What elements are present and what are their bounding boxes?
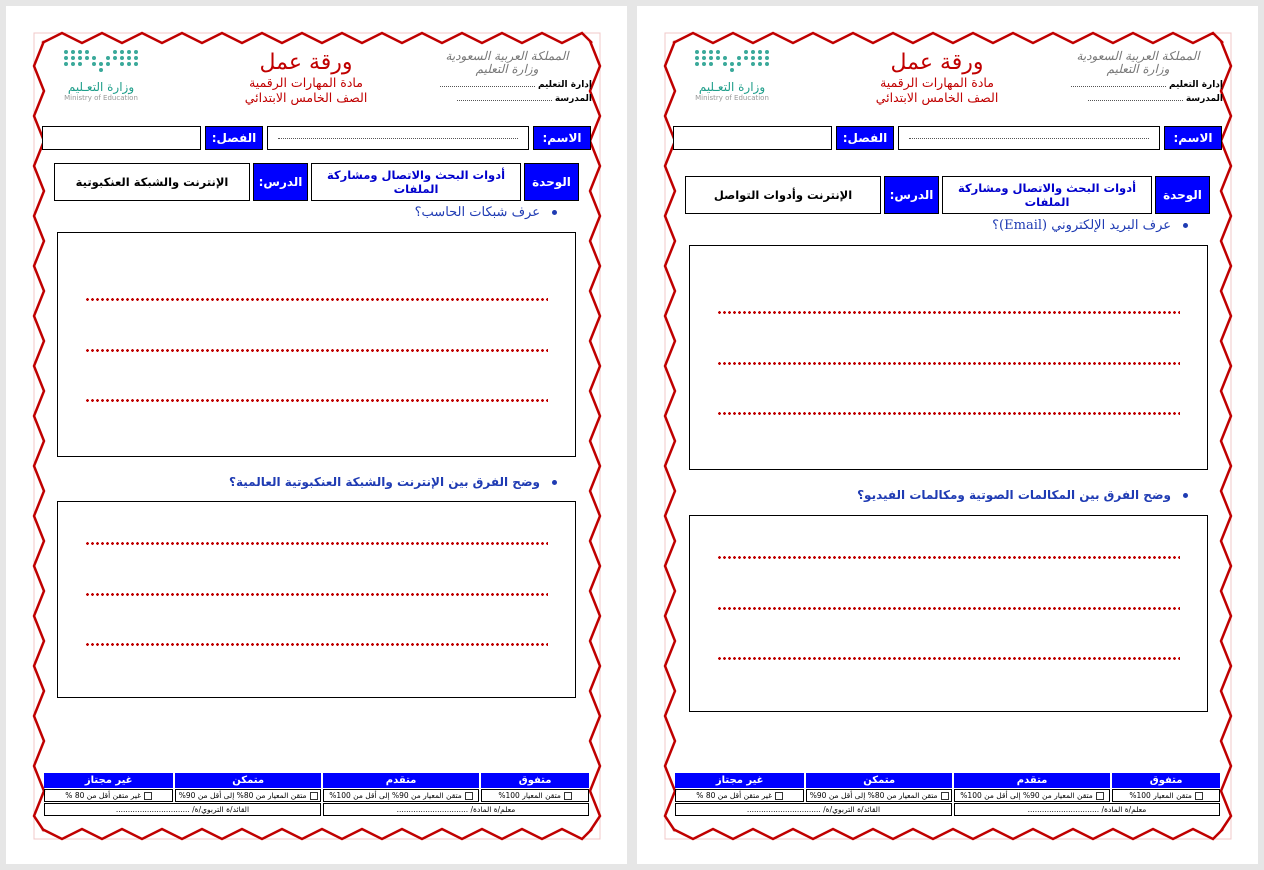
answer-line[interactable] xyxy=(85,399,548,402)
name-label: الاسم: xyxy=(1164,126,1222,150)
teacher-signature[interactable]: معلم/ة المادة/ .............................. xyxy=(954,803,1220,816)
answer-line[interactable] xyxy=(717,311,1180,314)
question-2-text: وضح الفرق بين المكالمات الصوتية ومكالمات الفيديو؟ xyxy=(857,488,1171,502)
ministry-dots-logo-icon xyxy=(677,50,787,72)
ministry-name-ar: وزارة التعـليم xyxy=(67,80,135,94)
lesson-value: الإنترنت والشبكة العنكبوتية xyxy=(54,163,250,201)
answer-line[interactable] xyxy=(717,657,1180,660)
ministry-calligraphy: وزارة التعليم xyxy=(475,62,539,76)
ministry-logo xyxy=(46,50,156,102)
class-label: الفصل: xyxy=(836,126,894,150)
ministry-name-en: Ministry of Education xyxy=(64,94,138,102)
ministry-calligraphy: وزارة التعليم xyxy=(1106,62,1170,76)
lesson-value: الإنترنت وأدوات التواصل xyxy=(685,176,881,214)
school-field xyxy=(1053,92,1223,104)
student-info-row xyxy=(42,126,591,150)
school-field xyxy=(422,92,592,104)
ministry-logo xyxy=(677,50,787,102)
ministry-name-ar: وزارة التعـليم xyxy=(698,80,766,94)
bullet-icon xyxy=(552,480,557,485)
bullet-icon xyxy=(552,210,557,215)
name-field[interactable] xyxy=(898,126,1160,150)
kingdom-calligraphy: المملكة العربية السعودية xyxy=(445,49,569,63)
subject-label: مادة المهارات الرقمية xyxy=(249,75,363,90)
education-admin-field xyxy=(1053,78,1223,90)
unit-value: أدوات البحث والاتصال ومشاركة الملفات xyxy=(311,163,521,201)
worksheet-page-2 xyxy=(637,6,1258,864)
lesson-label: الدرس: xyxy=(884,176,939,214)
header-right xyxy=(1053,50,1223,104)
bullet-icon xyxy=(1183,223,1188,228)
answer-box-1[interactable] xyxy=(57,232,576,457)
answer-box-2[interactable] xyxy=(689,515,1208,712)
checkbox-icon[interactable] xyxy=(941,792,949,800)
answer-line[interactable] xyxy=(717,362,1180,365)
education-admin-dots[interactable] xyxy=(1071,78,1166,87)
student-info-row xyxy=(673,126,1222,150)
lesson-label: الدرس: xyxy=(253,163,308,201)
criterion-not-passed[interactable]: غير متقن أقل من 80 % xyxy=(675,789,804,802)
answer-line[interactable] xyxy=(717,556,1180,559)
grading-table xyxy=(42,772,591,817)
criterion-not-passed[interactable]: غير متقن أقل من 80 % xyxy=(44,789,173,802)
leader-signature[interactable]: القائد/ة التربوي/ة/ ............................... xyxy=(44,803,321,816)
level-advanced: متقدم xyxy=(954,773,1110,788)
checkbox-icon[interactable] xyxy=(1195,792,1203,800)
answer-box-2[interactable] xyxy=(57,501,576,698)
class-field[interactable] xyxy=(42,126,201,150)
unit-label: الوحدة xyxy=(1155,176,1210,214)
criterion-advanced[interactable]: متقن المعيار من 90% إلى أقل من 100% xyxy=(954,789,1110,802)
answer-line[interactable] xyxy=(717,412,1180,415)
unit-value: أدوات البحث والاتصال ومشاركة الملفات xyxy=(942,176,1152,214)
checkbox-icon[interactable] xyxy=(775,792,783,800)
checkbox-icon[interactable] xyxy=(465,792,473,800)
level-not-passed: غير مجتاز xyxy=(675,773,804,788)
education-admin-label: إدارة التعليم xyxy=(1168,80,1223,90)
answer-line[interactable] xyxy=(85,349,548,352)
bullet-icon xyxy=(1183,493,1188,498)
checkbox-icon[interactable] xyxy=(310,792,318,800)
header-title-block xyxy=(196,51,416,105)
question-1-text: عرف شبكات الحاسب؟ xyxy=(414,205,540,220)
question-2 xyxy=(857,488,1188,502)
unit-lesson-row xyxy=(685,176,1210,214)
school-dots[interactable] xyxy=(457,92,552,101)
grading-table xyxy=(673,772,1222,817)
unit-lesson-row xyxy=(54,163,579,201)
school-label: المدرسة xyxy=(1185,94,1223,104)
question-1 xyxy=(992,218,1188,233)
grade-label: الصف الخامس الابتدائي xyxy=(875,90,999,105)
ministry-dots-logo-icon xyxy=(46,50,156,72)
level-excellent: متفوق xyxy=(481,773,589,788)
header-right xyxy=(422,50,592,104)
name-field[interactable] xyxy=(267,126,529,150)
class-field[interactable] xyxy=(673,126,832,150)
kingdom-calligraphy: المملكة العربية السعودية xyxy=(1076,49,1200,63)
level-excellent: متفوق xyxy=(1112,773,1220,788)
answer-line[interactable] xyxy=(85,593,548,596)
level-proficient: متمكن xyxy=(806,773,952,788)
header-title-block xyxy=(827,51,1047,105)
checkbox-icon[interactable] xyxy=(144,792,152,800)
answer-line[interactable] xyxy=(717,607,1180,610)
level-not-passed: غير مجتاز xyxy=(44,773,173,788)
checkbox-icon[interactable] xyxy=(1096,792,1104,800)
worksheet-page-1 xyxy=(6,6,627,864)
answer-box-1[interactable] xyxy=(689,245,1208,470)
question-2 xyxy=(229,475,557,489)
worksheet-title: ورقة عمل xyxy=(259,50,353,75)
education-admin-field xyxy=(422,78,592,90)
grade-label: الصف الخامس الابتدائي xyxy=(244,90,368,105)
criterion-excellent[interactable]: متقن المعيار 100% xyxy=(1112,789,1220,802)
education-admin-dots[interactable] xyxy=(440,78,535,87)
name-label: الاسم: xyxy=(533,126,591,150)
subject-label: مادة المهارات الرقمية xyxy=(880,75,994,90)
unit-label: الوحدة xyxy=(524,163,579,201)
school-label: المدرسة xyxy=(554,94,592,104)
level-proficient: متمكن xyxy=(175,773,321,788)
criterion-proficient[interactable]: متقن المعيار من 80% إلى أقل من 90% xyxy=(806,789,952,802)
worksheet-title: ورقة عمل xyxy=(890,50,984,75)
level-advanced: متقدم xyxy=(323,773,479,788)
criterion-excellent[interactable]: متقن المعيار 100% xyxy=(481,789,589,802)
answer-line[interactable] xyxy=(85,298,548,301)
criterion-proficient[interactable]: متقن المعيار من 80% إلى أقل من 90% xyxy=(175,789,321,802)
answer-line[interactable] xyxy=(85,542,548,545)
criterion-advanced[interactable]: متقن المعيار من 90% إلى أقل من 100% xyxy=(323,789,479,802)
school-dots[interactable] xyxy=(1088,92,1183,101)
question-2-text: وضح الفرق بين الإنترنت والشبكة العنكبوتية العالمية؟ xyxy=(229,475,540,489)
question-1 xyxy=(415,205,557,220)
answer-line[interactable] xyxy=(85,643,548,646)
question-1-text: عرف البريد الإلكتروني (Email)؟ xyxy=(992,218,1171,233)
ministry-name-en: Ministry of Education xyxy=(695,94,769,102)
education-admin-label: إدارة التعليم xyxy=(537,80,592,90)
leader-signature[interactable]: القائد/ة التربوي/ة/ ............................... xyxy=(675,803,952,816)
checkbox-icon[interactable] xyxy=(564,792,572,800)
class-label: الفصل: xyxy=(205,126,263,150)
teacher-signature[interactable]: معلم/ة المادة/ .............................. xyxy=(323,803,589,816)
